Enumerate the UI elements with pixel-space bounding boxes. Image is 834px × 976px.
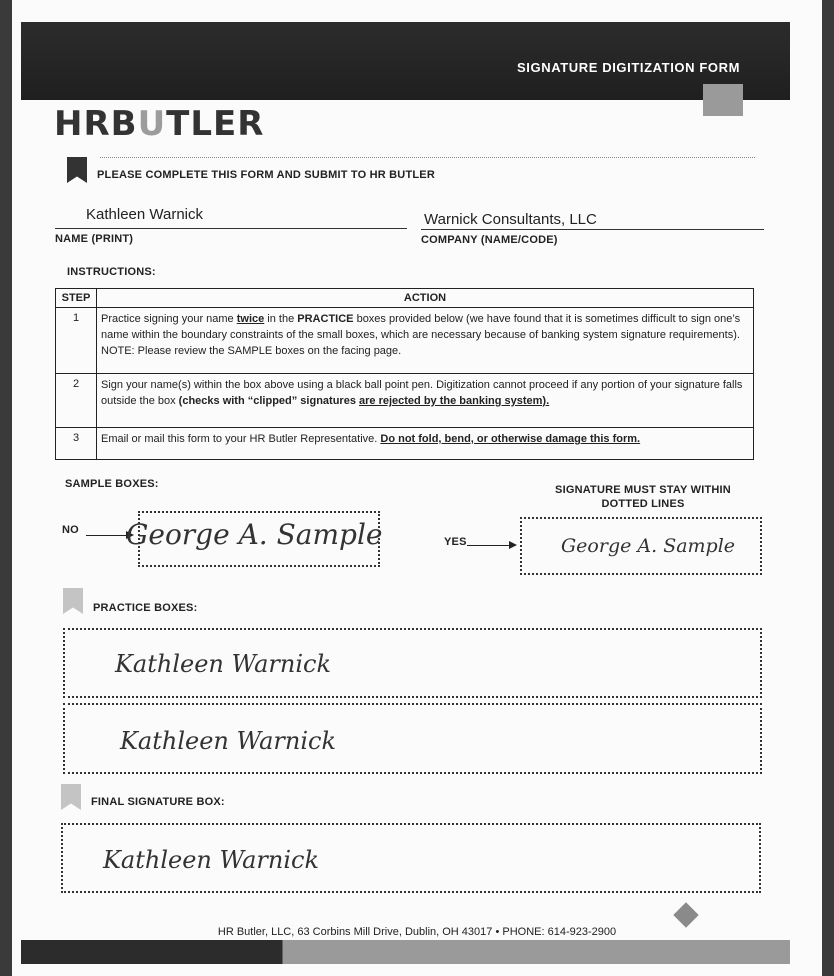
step-action [97,308,754,374]
company-value[interactable]: Warnick Consultants, LLC [424,211,597,228]
logo-text-1: HRB [54,104,138,144]
final-signature: Kathleen Warnick [103,846,319,874]
instructions-label: INSTRUCTIONS: [67,266,156,278]
table-row [56,308,754,374]
header-accent-square [703,84,743,116]
form-title: SIGNATURE DIGITIZATION FORM [517,60,740,75]
step-number: 3 [56,428,97,460]
step-emphasis: twice [236,313,265,325]
table-header-row [56,289,754,308]
step-text: in the [264,313,298,325]
practice-boxes-label: PRACTICE BOXES: [93,602,198,614]
arrow-head-icon [509,541,517,549]
rule-line: DOTTED LINES [601,498,685,510]
rule-line: SIGNATURE MUST STAY WITHIN [555,484,731,496]
yes-arrow [467,545,511,546]
company-underline [421,229,764,230]
yes-label: YES [444,536,467,548]
step-text: boxes provided below (we have found that it is sometimes difficult to sign one’s name within the boundary constraints of the small boxes, which are necessary because of banking system signature requirements). NOTE: Please review the SAMPLE boxes on the facing page. [101,313,741,357]
action-column-header: ACTION [97,289,754,308]
sample-boxes-label: SAMPLE BOXES: [65,478,159,490]
step-action [97,374,754,428]
footer-bar [21,940,790,964]
final-signature-label: FINAL SIGNATURE BOX: [91,796,225,808]
instructions-table [55,288,754,460]
sample-signature-contained: George A. Sample [561,535,736,557]
logo-text-2: TLER [166,104,265,144]
step-text: Sign your name(s) within the box above using a black ball point pen. Digitization cannot proceed if any portion of your signature falls outside the box [101,379,743,407]
step-emphasis: PRACTICE [297,313,354,325]
no-arrow [86,535,128,536]
step-emphasis: Do not fold, bend, or otherwise damage this form. [380,433,641,445]
dotted-line-rule [553,483,733,511]
no-label: NO [62,524,79,536]
step-text: Practice signing your name [101,313,237,325]
divider [100,157,755,158]
sample-signature-clipped: George A. Sample [126,518,383,551]
step-action [97,428,754,460]
table-row [56,428,754,460]
hr-butler-logo [54,104,264,144]
step-number: 1 [56,308,97,374]
footer-address: HR Butler, LLC, 63 Corbins Mill Drive, Dublin, OH 43017 • PHONE: 614-923-2900 [217,926,617,938]
table-row [56,374,754,428]
practice-signature-1: Kathleen Warnick [115,650,331,678]
name-label: NAME (PRINT) [55,233,134,245]
step-emphasis: (checks with “clipped” signatures [178,395,359,407]
step-column-header: STEP [56,289,97,308]
step-emphasis: are rejected by the banking system). [359,395,550,407]
name-underline [55,228,407,229]
section-heading: PLEASE COMPLETE THIS FORM AND SUBMIT TO HR BUTLER [97,169,435,181]
step-number: 2 [56,374,97,428]
logo-bowtie-letter: U [137,104,167,144]
practice-signature-2: Kathleen Warnick [120,727,336,755]
step-text: Email or mail this form to your HR Butler Representative. [101,433,381,445]
name-value[interactable]: Kathleen Warnick [86,206,203,223]
company-label: COMPANY (NAME/CODE) [421,234,558,246]
